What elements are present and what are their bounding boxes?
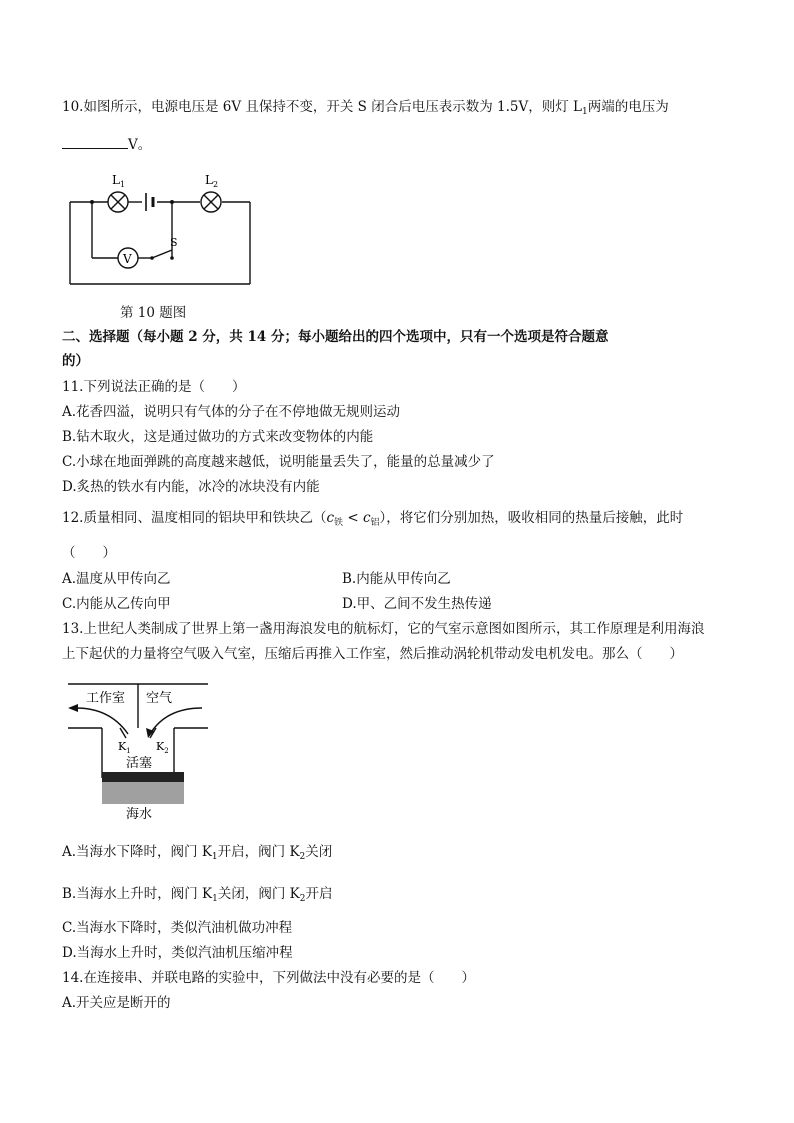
q10-answer-line: V。 (62, 134, 151, 154)
label-voltmeter: V (123, 252, 132, 266)
q13-option-b[interactable]: B.当海水上升时，阀门 $K_1$关闭，阀门 $K_2$开启 (62, 886, 333, 904)
q12-stem: 12.质量相同、温度相同的铝块甲和铁块乙$(c_铁 < c_铝)$，将它们分别加热，吸收相同的热量后接触，此时 (62, 510, 684, 528)
q12-paren: （ ） (62, 545, 116, 561)
q11-option-a[interactable]: A.花香四溢，说明只有气体的分子在不停地做无规则运动 (62, 404, 401, 420)
q13-stem-2: 上下起伏的力量将空气吸入气室，压缩后再推入工作室，然后推动涡轮机带动发电机发电。那么（ ） (62, 646, 683, 662)
q10-stem: 10.如图所示，电源电压是 6V 且保持不变，开关 S 闭合后电压表示数为 1.5V，则灯 $L_1$两端的电压为 (62, 99, 669, 117)
q11-option-d[interactable]: D.炙热的铁水有内能，冰冷的冰块没有内能 (62, 479, 320, 495)
label-air: 空气 (146, 691, 173, 706)
q13-chamber-diagram (62, 678, 212, 820)
label-L1: $L_1$ (112, 173, 126, 189)
q12-option-b[interactable]: B.内能从甲传向乙 (342, 571, 451, 587)
label-L2: $L_2$ (205, 173, 219, 189)
q11-option-c[interactable]: C.小球在地面弹跳的高度越来越低，说明能量丢失了，能量的总量减少了 (62, 454, 495, 470)
label-switch: S (170, 236, 178, 249)
label-K1: $K_1$ (118, 740, 131, 755)
q12-option-a[interactable]: A.温度从甲传向乙 (62, 571, 171, 587)
label-sea-water: 海水 (126, 807, 153, 820)
q13-option-c[interactable]: C.当海水下降时，类似汽油机做功冲程 (62, 920, 293, 936)
section2-heading-1: 二、选择题（每小题 2 分，共 14 分；每小题给出的四个选项中，只有一个选项是符合题意 (62, 329, 609, 345)
q13-option-d[interactable]: D.当海水上升时，类似汽油机压缩冲程 (62, 945, 293, 961)
q11-stem: 11.下列说法正确的是（ ） (62, 379, 246, 395)
q12-option-d[interactable]: D.甲、乙间不发生热传递 (342, 596, 492, 612)
label-work-room: 工作室 (86, 691, 126, 706)
q13-option-a[interactable]: A.当海水下降时，阀门 $K_1$开启，阀门 $K_2$关闭 (62, 844, 333, 862)
section2-heading-2: 的） (62, 353, 89, 369)
q10-answer-blank[interactable] (62, 134, 128, 149)
q10-circuit-diagram (62, 168, 262, 290)
label-piston: 活塞 (126, 756, 153, 771)
label-K2: $K_2$ (156, 740, 169, 755)
q12-option-c[interactable]: C.内能从乙传向甲 (62, 596, 171, 612)
q14-option-a[interactable]: A.开关应是断开的 (62, 995, 171, 1011)
q14-stem: 14.在连接串、并联电路的实验中，下列做法中没有必要的是（ ） (62, 970, 475, 986)
q13-stem-1: 13.上世纪人类制成了世界上第一盏用海浪发电的航标灯，它的气室示意图如图所示，其工作原理是利用海浪 (62, 621, 705, 637)
q11-option-b[interactable]: B.钻木取火，这是通过做功的方式来改变物体的内能 (62, 429, 374, 445)
q10-caption: 第 10 题图 (120, 305, 187, 321)
